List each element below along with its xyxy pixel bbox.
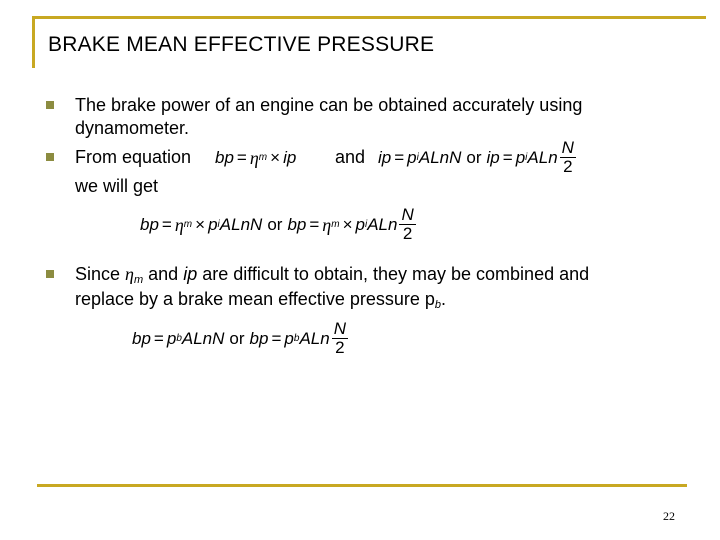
equation-ip: ip = p i ALnN or ip = p i ALn $\frac{N}{2}$ (378, 138, 574, 176)
bullet-3-line-1: Since ηm and ip are difficult to obtain, they may be combined and (75, 264, 590, 286)
bullet-marker-2 (46, 153, 54, 161)
bullet-2-line-2: we will get (75, 176, 159, 196)
bullet-1-line-2: dynamometer. (75, 118, 190, 138)
bottom-rule (37, 484, 687, 487)
bullet-3-line-2: replace by a brake mean effective pressure pb. (75, 289, 447, 311)
left-rule (32, 16, 35, 68)
fraction-n-over-2: $\frac{N}{2}$ (333, 319, 346, 357)
page-number: 22 (663, 509, 675, 523)
equation-bp-derived: bp = η m × p i ALnN or bp = η m × p i ALn $\frac{N}{2}$ (140, 205, 414, 243)
fraction-n-over-2: $\frac{N}{2}$ (561, 138, 574, 176)
top-rule (32, 16, 706, 19)
fraction-n-over-2: $\frac{N}{2}$ (401, 205, 414, 243)
slide-title: BRAKE MEAN EFFECTIVE PRESSURE (48, 33, 435, 56)
bullet-marker-1 (46, 101, 54, 109)
equation-bp-eta-ip: bp = η m × ip (215, 148, 297, 168)
bullet-1-line-1: The brake power of an engine can be obtained accurately using (75, 95, 583, 115)
equation-bp-pb: bp = p b ALnN or bp = p b ALn $\frac{N}{2}$ (132, 319, 346, 357)
bullet-marker-3 (46, 270, 54, 278)
bullet-2-text: From equation (75, 147, 192, 167)
bullet-2-and: and (335, 147, 366, 167)
